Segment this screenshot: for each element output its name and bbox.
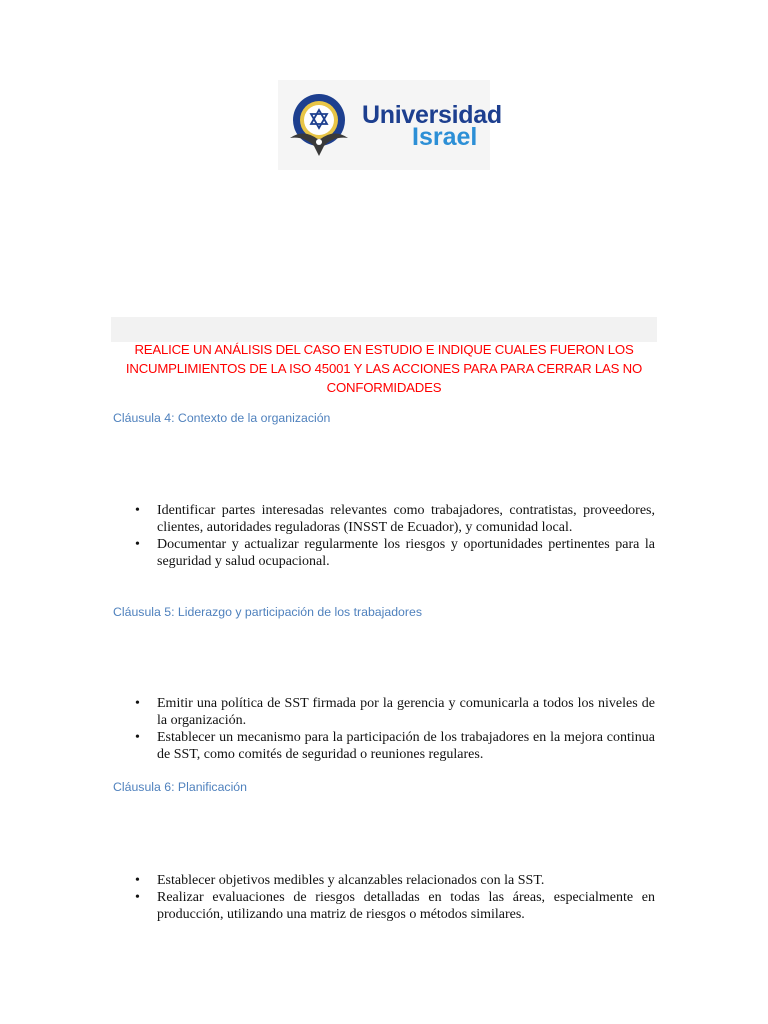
list-item [113, 729, 655, 763]
bullet-icon: • [135, 730, 140, 745]
university-seal-icon [284, 90, 354, 160]
clause-5-list [113, 695, 655, 763]
clause-5-title: Cláusula 5: Liderazgo y participación de los trabajadores [113, 605, 422, 619]
heading-background-band [111, 317, 657, 342]
bullet-icon: • [135, 873, 140, 888]
list-item-text: Emitir una política de SST firmada por la gerencia y comunicarla a todos los niveles de la organización. [157, 696, 655, 728]
list-item-text: Documentar y actualizar regularmente los riesgos y oportunidades pertinentes para la seguridad y salud ocupacional. [157, 537, 655, 569]
list-item [113, 889, 655, 923]
list-item [113, 502, 655, 536]
clause-4-list [113, 502, 655, 570]
clause-4-title: Cláusula 4: Contexto de la organización [113, 411, 331, 425]
logo-wordmark [362, 101, 502, 151]
list-item [113, 872, 655, 889]
bullet-icon: • [135, 537, 140, 552]
list-item [113, 695, 655, 729]
logo-line-israel: Israel [412, 123, 478, 151]
bullet-icon: • [135, 503, 140, 518]
logo-line-universidad: Universidad [362, 101, 502, 129]
list-item [113, 536, 655, 570]
university-logo [278, 80, 502, 170]
clause-6-list [113, 872, 655, 923]
clause-6-title: Cláusula 6: Planificación [113, 780, 247, 794]
list-item-text: Establecer objetivos medibles y alcanzables relacionados con la SST. [157, 873, 545, 888]
bullet-icon: • [135, 890, 140, 905]
list-item-text: Establecer un mecanismo para la participación de los trabajadores en la mejora continua de SST, como comités de seguridad o reuniones regulares. [157, 730, 655, 762]
document-heading: REALICE UN ANÁLISIS DEL CASO EN ESTUDIO E INDIQUE CUALES FUERON LOS INCUMPLIMIENTOS DE LA ISO 45001 Y LAS ACCIONES PARA PARA CERRAR LAS NO CONFORMIDADES [125, 342, 643, 395]
list-item-text: Realizar evaluaciones de riesgos detalladas en todas las áreas, especialmente en producción, utilizando una matriz de riesgos o métodos similares. [157, 890, 655, 922]
list-item-text: Identificar partes interesadas relevantes como trabajadores, contratistas, proveedores, clientes, autoridades reguladoras (INSST de Ecuador), y comunidad local. [157, 503, 655, 535]
bullet-icon: • [135, 696, 140, 711]
